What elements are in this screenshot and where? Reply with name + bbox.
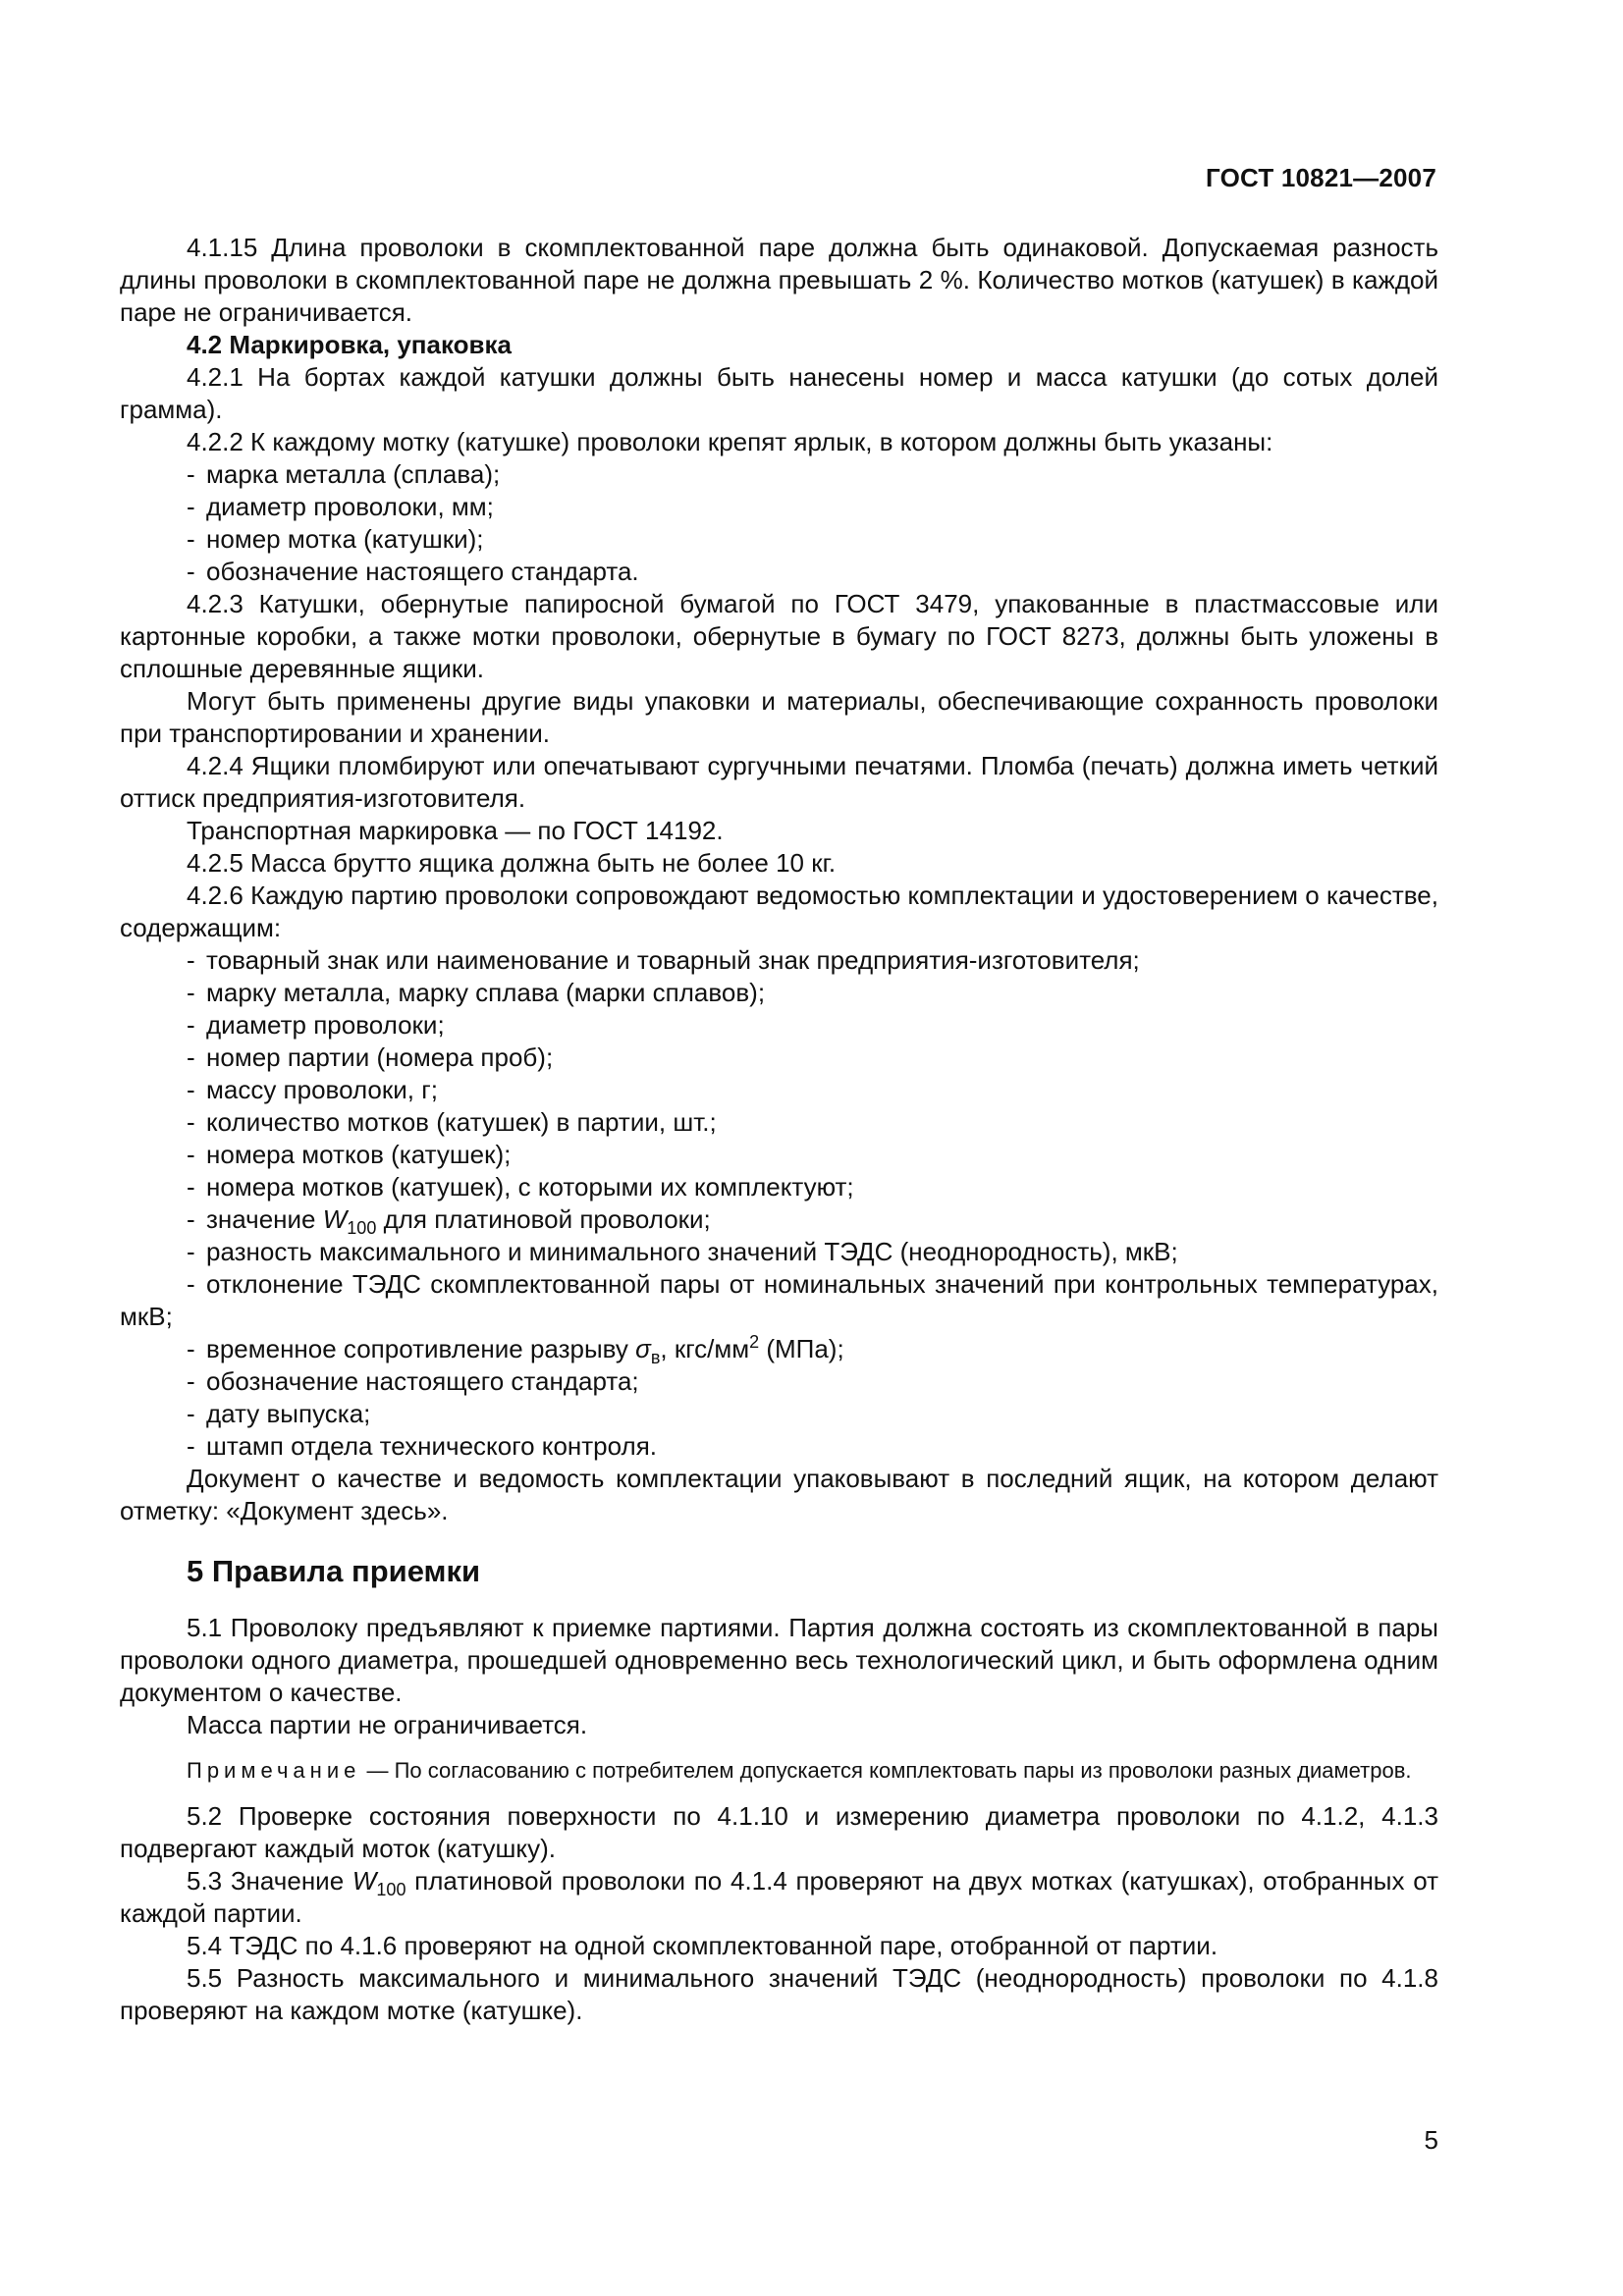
note	[120, 1757, 1438, 1785]
page-number: 5	[1424, 2125, 1438, 2155]
list-item: - товарный знак или наименование и товарный знак предприятия-изготовителя;	[187, 945, 1140, 975]
paragraph-4-2-2: 4.2.2 К каждому мотку (катушке) проволоки крепят ярлык, в котором должны быть указаны:	[187, 427, 1273, 456]
paragraph-5-1: 5.1 Проволоку предъявляют к приемке партиями. Партия должна состоять из скомплектованной в пары проволоки одного диаметра, прошедшей одновременно весь технологический цикл, и быть оформлена одним документом о качестве.	[120, 1613, 1438, 1707]
paragraph-5-5: 5.5 Разность максимального и минимального значений ТЭДС (неоднородность) проволоки по 4.1.8 проверяют на каждом мотке (катушке).	[120, 1963, 1438, 2025]
list-item-wrapped: - отклонение ТЭДС скомплектованной пары от номинальных значений при контрольных температурах, мкВ;	[120, 1269, 1438, 1331]
list-item: - марку металла, марку сплава (марки сплавов);	[187, 978, 766, 1007]
paragraph-4-2-6: 4.2.6 Каждую партию проволоки сопровождают ведомостью комплектации и удостоверением о качестве, содержащим:	[120, 881, 1438, 942]
list-item: - дату выпуска;	[187, 1399, 371, 1428]
list-item: - номер мотка (катушки);	[187, 524, 484, 554]
document-body	[120, 232, 1438, 2027]
paragraph-5-4: 5.4 ТЭДС по 4.1.6 проверяют на одной скомплектованной паре, отобранной от партии.	[187, 1931, 1218, 1960]
list-item-w100: - значение $W_{100}$ для платиновой проволоки;	[187, 1204, 711, 1238]
list-item: - обозначение настоящего стандарта;	[187, 1366, 639, 1396]
paragraph-5-3: 5.3 Значение $W_{100}$ платиновой проволоки по 4.1.4 проверяют на двух мотках (катушках), отобранных от каждой партии.	[120, 1866, 1439, 1928]
list-item: - номера мотков (катушек), с которыми их комплектуют;	[187, 1172, 854, 1201]
list-item: - штамп отдела технического контроля.	[187, 1431, 657, 1461]
paragraph-4-2-3-continued: Могут быть применены другие виды упаковки и материалы, обеспечивающие сохранность проволоки при транспортировании и хранении.	[120, 686, 1438, 748]
section-title-4-2: 4.2 Маркировка, упаковка	[187, 330, 512, 359]
paragraph-4-2-4-continued: Транспортная маркировка — по ГОСТ 14192.	[187, 816, 724, 845]
paragraph-4-2-4: 4.2.4 Ящики пломбируют или опечатывают сургучными печатями. Пломба (печать) должна иметь четкий оттиск предприятия-изготовителя.	[120, 751, 1438, 813]
list-item: - разность максимального и минимального значений ТЭДС (неоднородность), мкВ;	[187, 1237, 1178, 1266]
paragraph-5-1-continued: Масса партии не ограничивается.	[187, 1710, 588, 1739]
paragraph-4-2-1: 4.2.1 На бортах каждой катушки должны быть нанесены номер и масса катушки (до сотых долей грамма).	[120, 362, 1438, 424]
paragraph-5-2: 5.2 Проверке состояния поверхности по 4.1.10 и измерению диаметра проволоки по 4.1.2, 4.1.3 подвергают каждый моток (катушку).	[120, 1801, 1438, 1863]
list-item: - номера мотков (катушек);	[187, 1140, 512, 1169]
list-4-2-6	[120, 944, 1438, 1463]
list-item: - массу проволоки, г;	[187, 1075, 438, 1104]
list-4-2-2	[120, 458, 1438, 588]
list-item: - номер партии (номера проб);	[187, 1042, 554, 1072]
note-label: Примечание	[187, 1758, 361, 1783]
list-item-sigma: - временное сопротивление разрыву $\sigma_в$, кгс/$мм^2$ (МПа);	[187, 1332, 844, 1367]
section-title-5: 5 Правила приемки	[187, 1554, 481, 1588]
note-text: — По согласованию с потребителем допускается комплектовать пары из проволоки разных диаметров.	[360, 1758, 1412, 1783]
list-item: - марка металла (сплава);	[187, 459, 501, 489]
document-code: ГОСТ 10821—2007	[1206, 163, 1436, 192]
paragraph-4-1-15: 4.1.15 Длина проволоки в скомплектованной паре должна быть одинаковой. Допускаемая разность длины проволоки в скомплектованной паре не должна превышать 2 %. Количество мотков (катушек) в каждой паре не ограничивается.	[120, 233, 1438, 327]
list-item: - диаметр проволоки, мм;	[187, 492, 494, 521]
paragraph-4-2-3: 4.2.3 Катушки, обернутые папиросной бумагой по ГОСТ 3479, упакованные в пластмассовые или картонные коробки, а также мотки проволоки, обернутые в бумагу по ГОСТ 8273, должны быть уложены в сплошные деревянные ящики.	[120, 589, 1438, 683]
paragraph-4-2-6-end: Документ о качестве и ведомость комплектации упаковывают в последний ящик, на котором делают отметку: «Документ здесь».	[120, 1464, 1438, 1525]
list-item: - обозначение настоящего стандарта.	[187, 557, 639, 586]
list-item: - диаметр проволоки;	[187, 1010, 445, 1040]
list-item: - количество мотков (катушек) в партии, шт.;	[187, 1107, 717, 1137]
paragraph-4-2-5: 4.2.5 Масса брутто ящика должна быть не более 10 кг.	[187, 848, 837, 878]
